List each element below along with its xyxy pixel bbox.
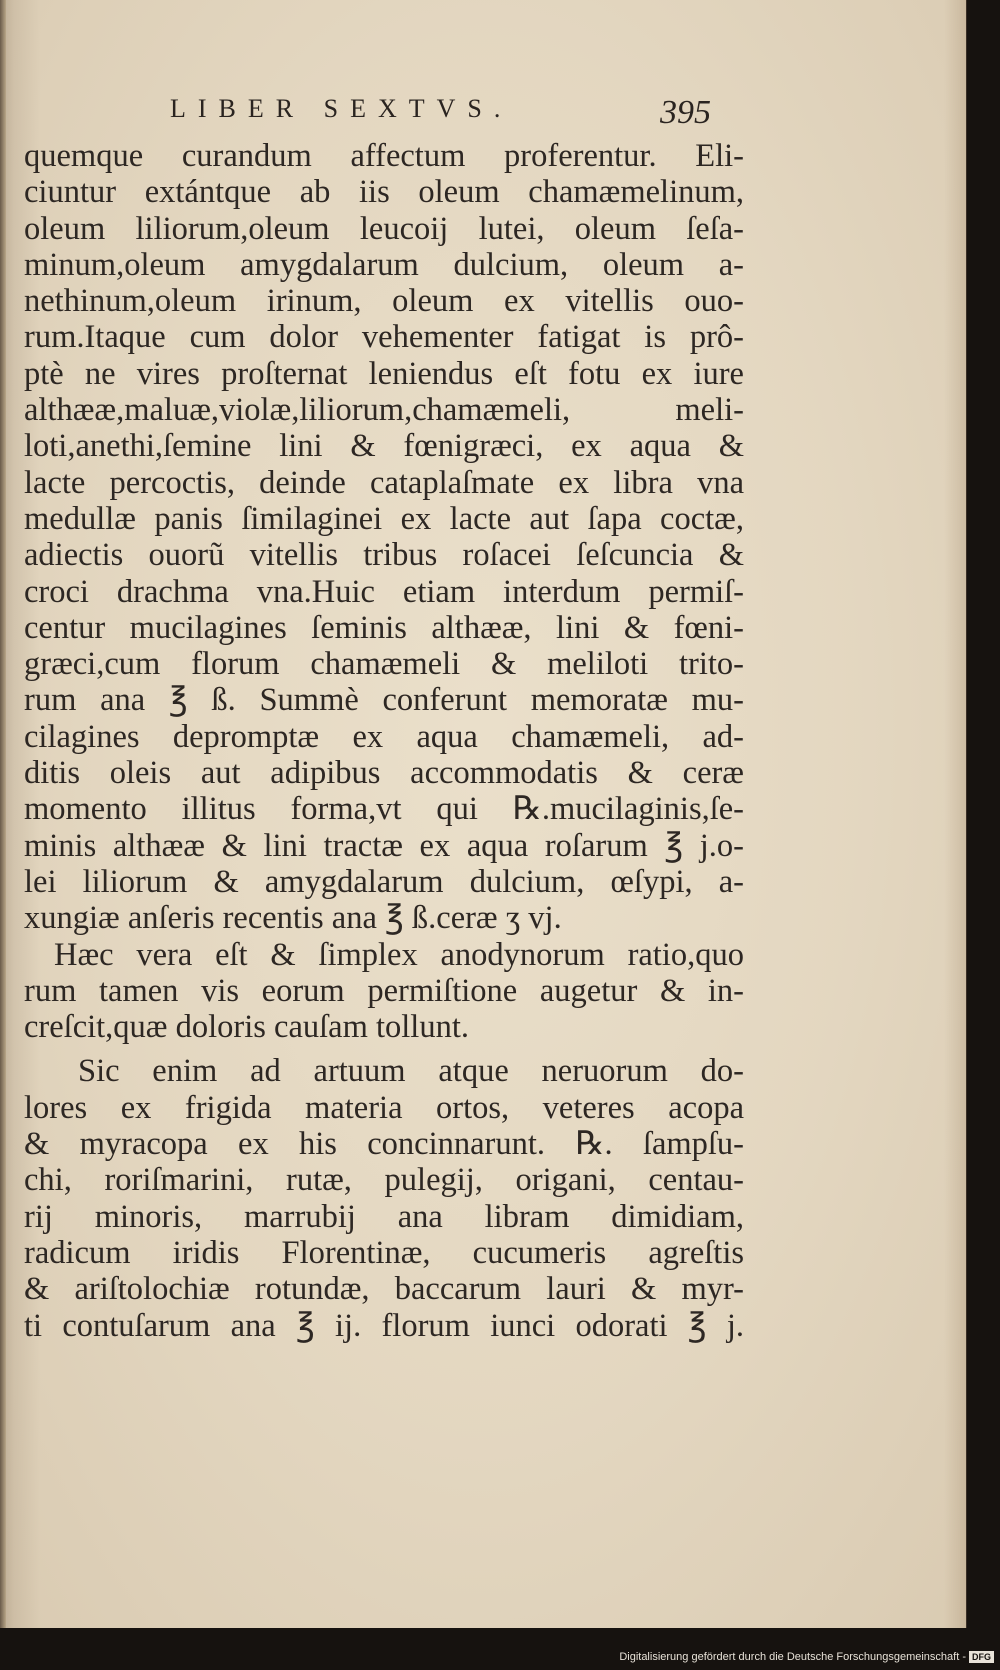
paragraph-start-line: Hæc vera eſt & ſimplex anodynorum ratio,quo <box>54 936 744 973</box>
text-line: ciuntur extántque ab iis oleum chamæmelinum, <box>24 174 744 211</box>
text-line: lores ex frigida materia ortos, veteres acopa <box>24 1089 744 1126</box>
text-line: adiectis ouorũ vitellis tribus roſacei ſeſcuncia & <box>24 537 744 574</box>
text-line: cilagines depromptæ ex aqua chamæmeli, ad- <box>24 718 744 755</box>
text-line: momento illitus forma,vt qui ℞.mucilaginis,ſe- <box>24 791 744 828</box>
running-head: LIBER SEXTVS. <box>170 94 513 123</box>
text-line: althææ,maluæ,violæ,liliorum,chamæmeli, meli- <box>24 392 744 429</box>
text-line: centur mucilagines ſeminis althææ, lini & fœni- <box>24 609 744 646</box>
paragraph-gap <box>24 1045 744 1053</box>
text-line: quemque curandum affectum proferentur. Eli- <box>24 138 744 174</box>
text-line: & myracopa ex his concinnarunt. ℞. ſampſu- <box>24 1126 744 1163</box>
text-line: xungiæ anſeris recentis ana ℥ ß.ceræ ʒ vj. <box>24 900 562 937</box>
paragraph-start-line: Sic enim ad artuum atque neruorum do- <box>78 1053 744 1090</box>
text-line: creſcit,quæ doloris cauſam tollunt. <box>24 1009 469 1046</box>
text-line: medullæ panis ſimilaginei ex lacte aut ſapa coctæ, <box>24 500 744 537</box>
text-line: minis althææ & lini tractæ ex aqua roſarum ℥ j.o- <box>24 827 744 864</box>
body-text <box>24 138 744 1344</box>
page-gutter-edge <box>0 0 6 1628</box>
text-line: lei liliorum & amygdalarum dulcium, œſypi, a- <box>24 863 744 900</box>
text-line: græci,cum florum chamæmeli & meliloti trito- <box>24 646 744 683</box>
credit-text: Digitalisierung gefördert durch die Deutsche Forschungsgemeinschaft - <box>619 1651 966 1663</box>
text-line: rum.Itaque cum dolor vehementer fatigat is prô- <box>24 319 744 356</box>
text-line: lacte percoctis, deinde cataplaſmate ex libra vna <box>24 464 744 501</box>
digitization-credit <box>619 1651 994 1663</box>
dfg-logo: DFG <box>969 1651 994 1663</box>
text-line: radicum iridis Florentinæ, cucumeris agreſtis <box>24 1234 744 1271</box>
text-line: chi, roriſmarini, rutæ, pulegij, origani, centau- <box>24 1162 744 1199</box>
text-line: oleum liliorum,oleum leucoij lutei, oleum ſeſa- <box>24 210 744 247</box>
text-line: ti contuſarum ana ℥ ij. florum iunci odorati ℥ j. <box>24 1307 744 1344</box>
text-line: rum tamen vis eorum permiſtione augetur & in- <box>24 972 744 1009</box>
page-number: 395 <box>660 94 711 131</box>
text-line: ditis oleis aut adipibus accommodatis & ceræ <box>24 755 744 792</box>
text-line: rum ana ℥ ß. Summè conferunt memoratæ mu- <box>24 682 744 719</box>
text-line: & ariſtolochiæ rotundæ, baccarum lauri & myr- <box>24 1271 744 1308</box>
text-line: nethinum,oleum irinum, oleum ex vitellis ouo- <box>24 283 744 320</box>
text-line: rij minoris, marrubij ana libram dimidiam, <box>24 1198 744 1235</box>
text-line: croci drachma vna.Huic etiam interdum permiſ- <box>24 573 744 610</box>
text-line: ptè ne vires proſternat leniendus eſt fotu ex iure <box>24 355 744 392</box>
text-line: loti,anethi,ſemine lini & fœnigræci, ex aqua & <box>24 428 744 465</box>
text-line: minum,oleum amygdalarum dulcium, oleum a- <box>24 246 744 283</box>
